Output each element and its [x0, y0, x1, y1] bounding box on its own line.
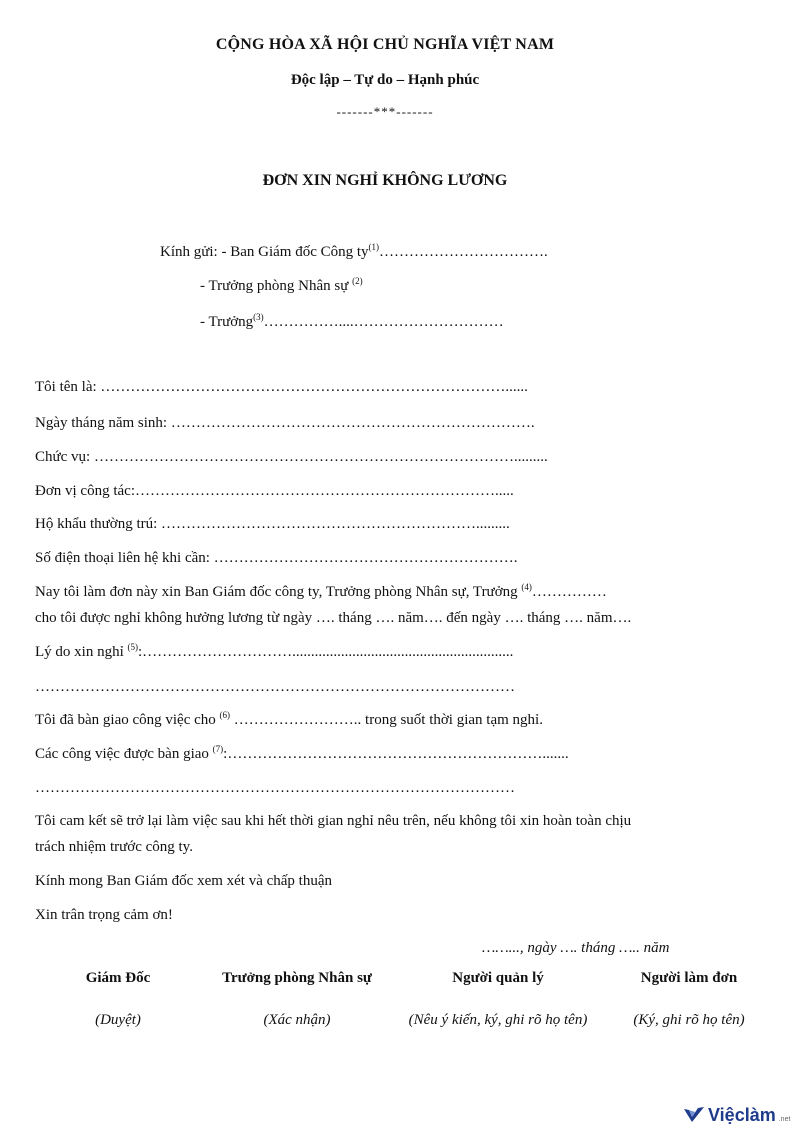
chevron-check-icon: [683, 1106, 705, 1124]
signature-role: Giám Đốc: [85, 970, 151, 986]
separator: -------***-------: [336, 104, 434, 119]
logo-tld: .net: [778, 1116, 791, 1123]
document-title: ĐƠN XIN NGHỈ KHÔNG LƯƠNG: [262, 172, 508, 189]
tasks-line: Các công việc được bàn giao $^{(7)}$:……………………………………………………….......: [35, 744, 569, 762]
handover-line: Tôi đã bàn giao công việc cho $^{(6)}$ …………………….. trong suốt thời gian tạm nghỉ.: [35, 710, 543, 728]
closing-request: Kính mong Ban Giám đốc xem xét và chấp thuận: [35, 873, 333, 889]
logo-brand: Việclàm: [708, 1104, 776, 1125]
signature-block-applicant: [589, 970, 789, 1032]
field-phone: Số điện thoại liên hệ khi cần: …………………………………………………….: [35, 550, 518, 566]
date-line: ……..., ngày …. tháng ….. năm: [482, 940, 670, 956]
request-line-2: cho tôi được nghỉ không hưởng lương từ ngày …. tháng …. năm…. đến ngày …. tháng …. năm….: [35, 610, 632, 626]
signature-note: (Nêu ý kiến, ký, ghi rõ họ tên): [408, 1012, 588, 1028]
commitment-line-2: trách nhiệm trước công ty.: [35, 839, 193, 855]
vieclam-logo[interactable]: [683, 1104, 790, 1126]
signature-note: (Duyệt): [95, 1012, 141, 1028]
signature-block-manager: [398, 970, 598, 1032]
national-title: CỘNG HÒA XÃ HỘI CHỦ NGHĨA VIỆT NAM: [215, 36, 555, 53]
signature-role: Trưởng phòng Nhân sự: [222, 970, 372, 986]
request-line-1: Nay tôi làm đơn này xin Ban Giám đốc công ty, Trưởng phòng Nhân sự, Trưởng $^{(4)}$……………: [35, 582, 607, 600]
field-residence: Hộ khẩu thường trú: ……………………………………………………….........: [35, 516, 510, 532]
addressee-line-3: - Trưởng$^{(3)}$……………....…………………………: [200, 312, 504, 330]
national-motto: Độc lập – Tự do – Hạnh phúc: [290, 72, 480, 88]
signature-role: Người quản lý: [452, 970, 544, 986]
addressee-line-2: - Trưởng phòng Nhân sự $^{(2)}$: [200, 276, 363, 294]
field-dob: Ngày tháng năm sinh: ……………………………………………………………….: [35, 415, 535, 431]
addressee-line-1: Kính gửi: - Ban Giám đốc Công $ty^{(1)}\dots\dots\dots\dots\dots\dots\dots\dots\dots\dots\dots$.: [160, 242, 548, 260]
reason-line-2: ……………………………………………………………………………………: [35, 679, 515, 695]
tasks-line-2: ……………………………………………………………………………………: [35, 780, 515, 796]
field-unit: Đơn vị công tác:……………………………………………………………….....: [35, 483, 514, 499]
signature-block-hr: [197, 970, 397, 1032]
field-position: Chức vụ: ………………………………………………………………………….........: [35, 449, 548, 465]
signature-role: Người làm đơn: [640, 970, 738, 986]
commitment-line-1: Tôi cam kết sẽ trở lại làm việc sau khi hết thời gian nghỉ nêu trên, nếu không tôi xin hoàn toàn chịu: [35, 813, 632, 829]
field-name: Tôi tên là: ………………………………………………………………………......: [35, 379, 528, 395]
signature-note: (Xác nhận): [263, 1012, 331, 1028]
signature-block-director: [18, 970, 218, 1032]
signature-note: (Ký, ghi rõ họ tên): [633, 1012, 745, 1028]
closing-thanks: Xin trân trọng cảm ơn!: [35, 907, 173, 923]
reason-line: Lý do xin nghỉ $^{(5)}$:…………………………...........................................................: [35, 642, 514, 660]
